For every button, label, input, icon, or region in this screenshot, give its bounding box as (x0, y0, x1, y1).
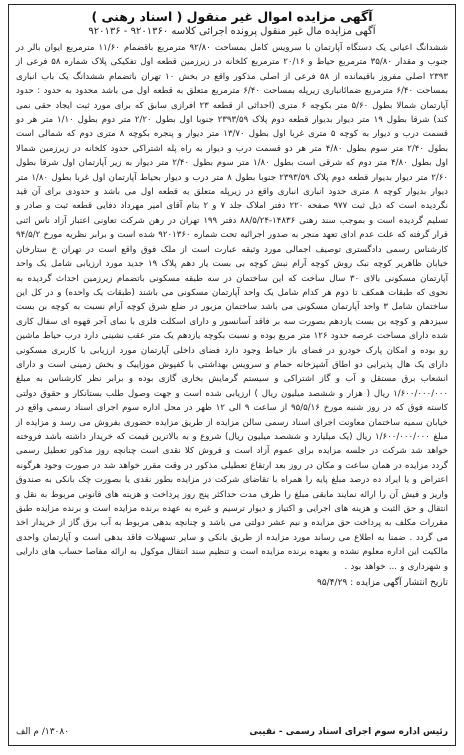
notice-subtitle: آگهی مزایده مال غیر منقول پرونده اجرائی کلاسه ۹۲۰۱۳۶۰ - ۹۲۰۱۳۶ (88, 26, 376, 37)
notice-frame (8, 4, 456, 746)
notice-body: ششدانگ اعیانی یک دستگاه آپارتمان با سرویس کامل بمساحت ۹۲/۸۰ مترمربع باقضمام ۱۱/۶۰ مترمربع ایوان بالر در جنوب و مقدار ۳۵/۸۰ مترمربع حیاط و ۲۰/۱۶ مترمربع کلخانه در زیرزمین قطعه اول تفکیکی پلاک شماره ۵۸ فرعی از ۲۳۹۳ اصلی مفروز باقیمانده از ۵۸ فرعی از اصلی مذکور واقع در بخش ۱۰ تهران باتضمام ششدانگ یک باب انباری بمساحت ۶/۴۰ مترمربع ضمائانباری زیرپله بمساحت ۶/۴۰ مترمربع متعلق به قطعه اول می باشد محدود به حدود : حدود آپارتمان شمالا بطول ۵/۶۰ متر بکوچه ۶ متری (احداثی از قطعه ۲۳ افرازی سابق که برای مورد ثبت ایجاد حقی نمی کند) شرقا بطول ۱۹ متر دیوار بدیوار قطعه دوم پلاک ۲۳۹۳/۵۹ جنوبا اول بطول ۲/۲۰ متر دوم بطول ۱/۱۰ متر هر دو قسمت درب و دیوار به کوچه ۵ متری غربا اول بطول ۱۳/۷۰ متر دیوار و پنجره بکوچه ۸ متری دوم که شمالی است بطول ۲/۴۰ متر سوم بطول ۴/۸۰ متر هر دو قسمت درب و دیوار به راه پله اشتراکی حدود کلخانه در زیرزمین شمالا اول بطول ۴/۸۰ متر دوم که شرقی است بطول ۱/۸۰ متر سوم بطول ۲/۴۰ متر دیوار به زیر آپارتمان اول شرقا بطول ۲/۶۰ متر دیوار بدیوار قطعه دوم پلاک ۲۳۹۳/۵۹ جنوبا بطول ۸ متر درب و دیوار بحیاط آپارتمان اول غربا بطول ۱/۸۰ متر دیوار بدیوار کوچه ۸ متری حدود انباری انباری واقع در زیرپله متعلق به قطعه اول می باشد و حدودی برای آن قید نگردیده است که ذیل ثبت ۹۷۷ صفحه ۲۲۰ دفتر املاک جلد ۷ و ۲ بنام آقای امیر مهرداد دفایی قطعه ثبت و صادر و تسلیم گردیده است و بموجب سند رهنی ۱۴۸۳۶-۸۸/۵/۲۴ دفتر ۱۹۹ تهران در رهن شرکت تعاونی اعتبار آزاد ناس اثنی قرار گرفته که علت عدم ادای تعهد منجر به صدور اجرائیه تحت شماره ۹۲۰۱۳۶۰ شده است و برابر نظریه مورخ ۹۴/۵/۲ کارشناس رسمی دادگستری توصیف اجمالی مورد وثیقه عبارت است از ملک فوق واقع است در تهران خ ستارخان خیابان ظاهریر کوچه نبک روش کوچه آرام نبش کوچه بی بست یار دهم پلاک ۱۹ جدید مورد ارزیابی شامل یک واحد آپارتمان مسکونی بالای ۳۰ سال ساخت که این ساختمان در سه طبقه مسکونی باتضمام زیرزمین احداث گردیده به نحوی که طبقات همکف تا دوم هر کدام شامل یک واحد آپارتمان مسکونی می باشند (طبقات یک واحده) و در کل این ساختمان شامل ۳ واحد آپارتمان مسکونی می باشد ساختمان مزبور در ضلع شرق کوچه آرام نسبت به کوچه بن بست سیزدهم و کوچه بن بست یازدهم بصورت سه بر فاقد آسانسور و دارای اسکلت فلزی با نمای آجر قهوه ای سفال کاری شده دارای مساحت عرصه حدود ۱۲۶ متر مربع بوده و نسبت بکوچه یازدهم یک متر عقب نشینی دارد درب حیاط ماشین رو بوده و امکان پارک خودرو در فضای باز حیاط وجود دارد فضای داخلی آپارتمان مورد ارزیابی با کاربری مسکونی دارای یک هال پذیرایی دو اطاق آشپزخانه حمام و سرویس بهداشتی با کفپوش موزاییک و بخش زمینی است و دارای انشعاب برق مستقل و آب و گاز اشتراکی و سیستم گرمایش بخاری گازی بوده و برابر نظر کارشناس به مبلغ ۱/۶۰۰/۰۰۰/۰۰۰ ریال ( هزار و ششصد میلیون ریال ) ارزیابی شده است و جهت وصول طلب بستانکار و حقوق دولتی کاسته فوق که در روز شنبه مورخ ۹۵/۵/۱۶ از ساعت ۹ الی ۱۲ ظهر در محل اداره سوم اجرای اسناد رسمی واقع در خیابان سمیه ساختمان معاونت اجرای اسناد رسمی سالن مزایده از طریق مزایده حضوری بفروش می رسد و مزایده از مبلغ ۱/۶۰۰/۰۰۰/۰۰۰ ریال (یک میلیارد و ششصد میلیون ریال) شروع و به بالاترین قیمت که خریدار داشته باشد فروخته خواهد شد شرکت در جلسه مزایده برای عموم آزاد است و فروش کلا نقدی است چنانچه روز مذکور تعطیل رسمی گردد مزایده در همان ساعت و مکان در روز بعد ارتقاع تعطیلی مذکور در وقت مقرر خواهد شد در صورت وجود هرگونه اعتراض و یا ایراد ده درصد مبلغ پایه را همراه با تقاضای شرکت در مزایده بطور نقدی یا بصورت چک بانکی به صندوق واریز و فیش آن را ارائه نمایند مابقی مبلغ را ظرف مدت حداکثر پنج روز پرداخت و هزینه های قانونی مربوط به نقل و انتقال و حق الثبت و هزینه های اجرایی و اکتیاز و دیوار ترسیم و غیره به عهده برنده مزایده است و برنده مزایده طبق مقررات مکلف به پرداخت حق مزایده و نیم عشر دولتی می باشد و چنانچه بدهی مربوط به آب برق گاز از خریدار اخذ می گردد . ضمنا به اطلاع می رساند مورد مزایده از طریق بانکی و سایر تسهیلات فاقد بدهی است و آپارتمان واحدی مالکیت این اداره معلوم نشده و بعهده برنده مزایده است و تنظیم سند انتقال موکول به ارائه مفاصا حساب های دارایی و شهرداری و ... خواهد بود . (16, 43, 449, 572)
reference-code: ۱۳۰۸۰/ م الف (16, 727, 70, 737)
signer-name: رئیس اداره سوم اجرای اسناد رسمی - نقیبی (249, 727, 448, 737)
publication-date: تاریخ انتشار آگهی مزایده : ۹۵/۴/۲۹ (317, 578, 448, 589)
notice-title: آگهی مزایده اموال غیر منقول ( اسناد رهنی ) (91, 9, 373, 24)
notice-footer (16, 725, 448, 739)
